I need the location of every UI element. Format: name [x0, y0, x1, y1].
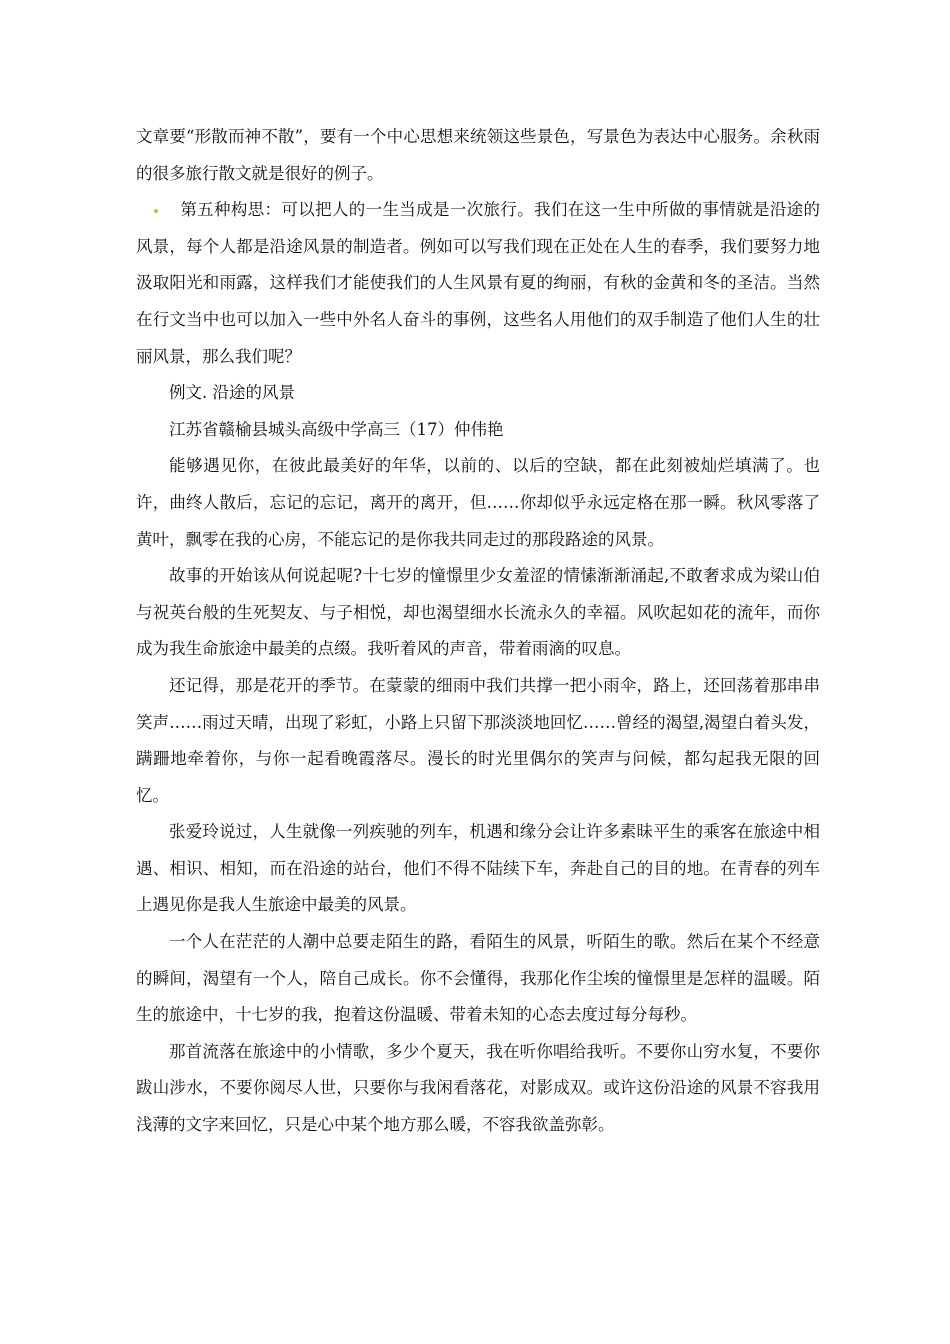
paragraph-train: 张爱玲说过，人生就像一列疾驰的列车，机遇和缘分会让许多素昧平生的乘客在旅途中相遇、相识、相知，而在沿途的站台，他们不得不陆续下车，奔赴自己的目的地。在青春的列车上遇见你是我人生旅途中最美的风景。 [136, 822, 820, 915]
paragraph-intro: 文章要“形散而神不散”，要有一个中心思想来统领这些景色，写景色为表达中心服务。余秋雨的很多旅行散文就是很好的例子。 [136, 127, 820, 183]
article-body [136, 119, 820, 1144]
paragraph-remember: 还记得，那是花开的季节。在蒙蒙的细雨中我们共撑一把小雨伞，路上，还回荡着那串串笑声……雨过天晴，出现了彩虹，小路上只留下那淡淡地回忆……曾经的渴望,渴望白着头发，蹒跚地牵着你，与你一起看晚霞落尽。漫长的时光里偶尔的笑声与问候，都勾起我无限的回忆。 [136, 675, 820, 805]
author-line: 江苏省赣榆县城头高级中学高三（17）仲伟艳 [169, 419, 504, 439]
paragraph-fifth-idea [136, 192, 820, 375]
paragraph-fifth-idea-text: 第五种构思：可以把人的一生当成是一次旅行。我们在这一生中所做的事情就是沿途的风景，每个人都是沿途风景的制造者。例如可以写我们现在正处在人生的春季，我们要努力地汲取阳光和雨露，这样我们才能使我们的人生风景有夏的绚丽，有秋的金黄和冬的圣洁。当然在行文当中也可以加入一些中外名人奋斗的事例，这些名人用他们的双手制造了他们人生的壮丽风景，那么我们呢？ [136, 200, 820, 366]
bullet-marker [154, 209, 158, 213]
example-title: 例文. 沿途的风景 [169, 383, 295, 403]
paragraph-meeting: 能够遇见你，在彼此最美好的年华，以前的、以后的空缺，都在此刻被灿烂填满了。也许，曲终人散后，忘记的忘记，离开的离开，但……你却似乎永远定格在那一瞬。秋风零落了黄叶，飘零在我的心房，不能忘记的是你我共同走过的那段路途的风景。 [136, 456, 820, 549]
paragraph-song: 那首流落在旅途中的小情歌，多少个夏天，我在听你唱给我听。不要你山穷水复，不要你跋山涉水，不要你阅尽人世，只要你与我闲看落花，对影成双。或许这份沿途的风景不容我用浅薄的文字来回忆，只是心中某个地方那么暖，不容我欲盖弥彰。 [136, 1041, 820, 1135]
paragraph-crowd: 一个人在茫茫的人潮中总要走陌生的路，看陌生的风景，听陌生的歌。然后在某个不经意的瞬间，渴望有一个人，陪自己成长。你不会懂得，我那化作尘埃的憧憬里是怎样的温暖。陌生的旅途中，十七岁的我，抱着这份温暖、带着未知的心态去度过每分每秒。 [136, 932, 820, 1025]
paragraph-story-begin: 故事的开始该从何说起呢?十七岁的憧憬里少女羞涩的情愫渐渐涌起,不敢奢求成为梁山伯与祝英台般的生死契友、与子相悦，却也渴望细水长流永久的幸福。风吹起如花的流年，而你成为我生命旅途中最美的点缀。我听着风的声音，带着雨滴的叹息。 [136, 566, 820, 659]
